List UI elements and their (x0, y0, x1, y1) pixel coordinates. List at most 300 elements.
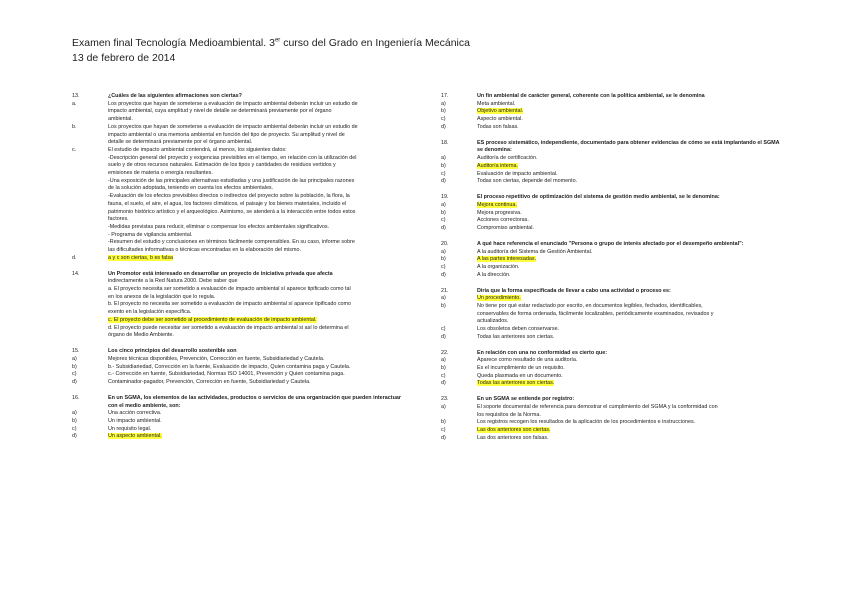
question-header (72, 93, 412, 101)
option-letter: b) (441, 209, 446, 216)
answer-text: Queda plasmada en un documento. (477, 372, 563, 379)
option-line (477, 202, 781, 210)
question-block (441, 241, 781, 280)
answer-text: a. El proyecto necesita ser sometido a evaluación de impacto ambiental sí aparece tipificado como tal (108, 286, 351, 293)
answer-text: Auditoría de certificación. (477, 155, 538, 162)
option-text (477, 334, 781, 342)
option-text (477, 380, 781, 388)
question-text: Un Promotor está interesado en desarrollar un proyecto de iniciativa privada que afecta (108, 270, 333, 277)
question-number: 13. (72, 93, 80, 99)
option-letter: c) (441, 427, 446, 434)
option-text (477, 295, 781, 303)
option-letter: a) (441, 357, 446, 364)
option-text (477, 272, 781, 280)
option-text (477, 264, 781, 272)
option-letter (72, 325, 108, 340)
answer-text: Una acción correctiva. (108, 410, 162, 417)
option-letter: c) (441, 116, 446, 123)
question-text: Diría que la forma especificada de llevar a cabo una actividad o proceso es: (477, 287, 671, 294)
option-line (477, 155, 781, 163)
option-line (108, 286, 412, 294)
answer-text: b. El proyecto no necesita ser sometido a evaluación de impacto ambiental sí aparece tipificado como (108, 301, 352, 308)
answer-option (441, 264, 781, 272)
answer-text: - Programa de vigilancia ambiental. (108, 231, 193, 238)
answer-option (72, 325, 412, 340)
option-line (108, 162, 412, 170)
option-text (477, 124, 781, 132)
option-line (108, 410, 412, 418)
answer-text: impacto ambiental, cuya amplitud y nivel de detalle se determinará previamente por el órgano (108, 108, 332, 115)
option-line (108, 317, 412, 325)
option-text (477, 249, 781, 257)
answer-option (441, 303, 781, 326)
answer-text: Aspecto ambiental. (477, 116, 523, 123)
question-number: 14. (72, 270, 80, 277)
answer-text: A la dirección. (477, 271, 511, 278)
option-letter: b) (441, 365, 446, 372)
answer-option (72, 433, 412, 441)
option-letter: b) (72, 417, 77, 424)
answer-option (72, 426, 412, 434)
highlighted-answer: Un aspecto ambiental. (108, 433, 162, 440)
option-text (477, 210, 781, 218)
option-line (108, 209, 412, 217)
option-line (108, 132, 412, 140)
answer-option (441, 427, 781, 435)
option-text (477, 155, 781, 163)
answer-option (441, 272, 781, 280)
option-line (477, 171, 781, 179)
option-text (108, 418, 412, 426)
question-header (441, 288, 781, 296)
answer-option (72, 286, 412, 301)
question-header (441, 241, 781, 249)
option-letter: d) (441, 178, 446, 185)
option-letter: c) (441, 326, 446, 333)
answer-option (441, 217, 781, 225)
option-line (477, 326, 781, 334)
option-letter: d) (441, 380, 446, 387)
question-block (441, 194, 781, 233)
question-block (72, 271, 412, 340)
answer-text: Todas las anteriores son ciertas. (477, 333, 555, 340)
option-line (477, 357, 781, 365)
highlighted-answer: c. El proyecto debe ser sometido al procedimiento de evaluación de impacto ambiental. (108, 316, 317, 323)
question-block (72, 395, 412, 441)
option-line (477, 295, 781, 303)
option-letter: b) (441, 302, 446, 309)
answer-text: -Descripción general del proyecto y exigencias previsibles en el tiempo, en relación con la utilización del (108, 154, 357, 161)
answer-option (441, 404, 781, 419)
question-text: Los cinco principios del desarrollo sostenible son (108, 348, 237, 355)
option-letter (72, 301, 108, 316)
answer-text: Contaminador-pagador, Prevención, Corrección en fuente, Subsidiariedad y Cautela. (108, 378, 311, 385)
question-number: 20. (441, 240, 449, 247)
question-header (441, 194, 781, 202)
option-letter: b) (441, 419, 446, 426)
option-letter: a) (441, 100, 446, 107)
answer-option (441, 419, 781, 427)
option-line (108, 185, 412, 193)
option-letter: a) (72, 355, 77, 362)
option-line (477, 264, 781, 272)
question-block (441, 396, 781, 442)
option-line (108, 332, 412, 340)
option-letter: a) (441, 295, 446, 302)
answer-text: d. El proyecto puede necesitar ser sometido a evaluación de impacto ambiental si así lo determina el (108, 324, 349, 331)
highlighted-answer: A las partes interesadas. (477, 256, 537, 263)
answer-option (441, 210, 781, 218)
option-line (477, 108, 781, 116)
question-block (441, 93, 781, 132)
option-line (477, 249, 781, 257)
answer-option (72, 410, 412, 418)
highlighted-answer: Auditoría interna. (477, 162, 519, 169)
answer-option (441, 171, 781, 179)
answer-text: Los registros recogen los resultados de la aplicación de los procedimientos e instrucciones. (477, 419, 696, 426)
answer-text: Los proyectos que hayan de someterse a evaluación de impacto ambiental deberán incluir un estudio de (108, 100, 358, 107)
option-line (108, 201, 412, 209)
question-header (72, 348, 412, 356)
option-line (477, 412, 781, 420)
answer-text: -Evaluación de los efectos previsibles directos o indirectos del proyecto sobre la población, la flora, la (108, 193, 350, 200)
option-letter: a) (441, 201, 446, 208)
option-letter: d) (441, 123, 446, 130)
answer-text: b.- Subsidiariedad, Corrección en la fuente, Evaluación de impacto, Quien contamina paga y Cautela. (108, 363, 351, 370)
answer-option (72, 255, 412, 263)
option-text (108, 426, 412, 434)
answer-option (72, 356, 412, 364)
answer-text: fauna, el suelo, el aire, el agua, los factores climáticos, el paisaje y los bienes materiales, incluido el (108, 200, 347, 207)
option-line (108, 418, 412, 426)
option-line (108, 108, 412, 116)
option-line (108, 216, 412, 224)
answer-text: Todas son ciertas, depende del momento. (477, 178, 578, 185)
answer-text: actualizados. (477, 318, 509, 325)
question-block (441, 140, 781, 186)
answer-text: Mejora progresiva. (477, 209, 522, 216)
option-letter: b) (72, 363, 77, 370)
answer-text: ambiental. (108, 116, 133, 123)
option-text (477, 116, 781, 124)
option-line (477, 272, 781, 280)
option-line (108, 371, 412, 379)
option-line (477, 380, 781, 388)
option-line (477, 210, 781, 218)
option-line (477, 334, 781, 342)
option-line (477, 303, 781, 311)
option-line (108, 170, 412, 178)
option-letter: d) (72, 378, 77, 385)
option-line (108, 247, 412, 255)
option-line (108, 239, 412, 247)
answer-option (441, 108, 781, 116)
answer-text: Es el incumplimiento de un requisito. (477, 365, 565, 372)
answer-option (441, 373, 781, 381)
answer-text: Un impacto ambiental. (108, 417, 162, 424)
answer-text: los requisitos de la Norma. (477, 411, 541, 418)
question-header (72, 271, 412, 279)
option-line (108, 433, 412, 441)
option-line (477, 435, 781, 443)
option-line (477, 178, 781, 186)
option-text (477, 225, 781, 233)
highlighted-answer: Un procedimiento. (477, 295, 521, 302)
option-line (108, 224, 412, 232)
option-line (108, 139, 412, 147)
answer-text: A la auditoría del Sistema de Gestión Ambiental. (477, 248, 593, 255)
highlighted-answer: Todas las anteriores son ciertas. (477, 380, 555, 387)
question-header (441, 350, 781, 358)
answer-option (441, 435, 781, 443)
answer-text: Los obsoletos deben conservarse. (477, 326, 560, 333)
question-text: En relación con una no conformidad es cierto que: (477, 349, 607, 356)
answer-option (72, 364, 412, 372)
question-header (72, 395, 412, 410)
answer-option (441, 380, 781, 388)
option-text (108, 410, 412, 418)
answer-text: factores. (108, 216, 129, 223)
option-text (108, 364, 412, 372)
option-line (108, 116, 412, 124)
answer-option (441, 326, 781, 334)
option-line (477, 101, 781, 109)
highlighted-answer: Las dos anteriores son ciertas. (477, 427, 551, 434)
option-letter: a) (72, 410, 77, 417)
answer-option (72, 147, 412, 255)
answer-text: Mejores técnicas disponibles, Prevención, Corrección en fuente, Subsidiariedad y Cautela. (108, 355, 325, 362)
question-block (441, 288, 781, 342)
answer-text: Los proyectos que hayan de someterse a evaluación de impacto ambiental deberán incluir un estudio de (108, 123, 358, 130)
option-line (108, 255, 412, 263)
option-letter: d) (441, 333, 446, 340)
option-letter: c) (441, 170, 446, 177)
answer-text: El estudio de impacto ambiental contendrá, al menos, los siguientes datos: (108, 146, 287, 153)
option-line (108, 301, 412, 309)
option-text (477, 202, 781, 210)
answer-text: indirectamente a la Red Natura 2000. Debe saber que (108, 278, 238, 285)
option-text (477, 427, 781, 435)
option-letter: c) (72, 371, 77, 378)
answer-text: en los anexos de la legislación que lo regula. (108, 293, 216, 300)
option-line (108, 278, 412, 286)
option-letter: d) (441, 224, 446, 231)
option-text (477, 303, 781, 326)
option-text (108, 286, 412, 301)
answer-text: patrimonio histórico artístico y el arqueológico. Asimismo, se atenderá a la interacción entre todos estos (108, 208, 356, 215)
option-letter (72, 317, 108, 325)
answer-option (441, 334, 781, 342)
option-line (477, 256, 781, 264)
option-text (477, 435, 781, 443)
option-line (108, 147, 412, 155)
highlighted-answer: Objetivo ambiental. (477, 108, 524, 115)
option-text (477, 108, 781, 116)
option-text (108, 433, 412, 441)
question-number: 22. (441, 349, 449, 356)
option-letter: a) (441, 155, 446, 162)
option-line (477, 404, 781, 412)
answer-text: las dificultades informativas o técnicas encontradas en la elaboración del mismo. (108, 247, 301, 254)
left-column (72, 93, 412, 449)
option-text (108, 325, 412, 340)
option-line (477, 427, 781, 435)
option-text (477, 326, 781, 334)
option-line (477, 163, 781, 171)
option-line (108, 309, 412, 317)
highlighted-answer: Mejora continua. (477, 201, 517, 208)
answer-option (441, 124, 781, 132)
answer-text: -Una exposición de las principales alternativas estudiadas y una justificación de las principales razones (108, 177, 355, 184)
answer-text: Todas son falsas. (477, 123, 519, 130)
answer-text: exento en la legislación específica. (108, 309, 192, 316)
option-text (108, 278, 412, 286)
option-text (108, 371, 412, 379)
answer-option (441, 256, 781, 264)
answer-text: suelo y de otros recursos naturales. Estimación de los tipos y cantidades de residuos vertidos y (108, 162, 336, 169)
option-letter: a. (72, 100, 77, 107)
option-line (108, 379, 412, 387)
answer-option (72, 418, 412, 426)
answer-option (441, 163, 781, 171)
answer-text: No tiene por qué estar redactado por escrito, en documentos legibles, fechados, identificables, (477, 302, 703, 309)
option-letter: d) (441, 271, 446, 278)
answer-text: impacto ambiental o una memoria ambiental en función del tipo de proyecto. Su amplitud y nivel de (108, 131, 345, 138)
option-letter: a) (441, 248, 446, 255)
option-text (108, 379, 412, 387)
option-text (477, 163, 781, 171)
question-text: El proceso repetitivo de optimización del sistema de gestión medio ambiental, se le denomina: (477, 194, 720, 201)
option-line (108, 178, 412, 186)
option-line (477, 311, 781, 319)
option-letter: b) (441, 108, 446, 115)
question-number: 21. (441, 287, 449, 294)
option-text (108, 255, 412, 263)
option-line (108, 426, 412, 434)
option-line (108, 101, 412, 109)
answer-option (441, 202, 781, 210)
answer-text: El soporte documental de referencia para demostrar el cumplimiento del SGMA y la conformidad con (477, 404, 718, 411)
option-text (108, 124, 412, 147)
option-letter: a) (441, 404, 446, 411)
option-letter: c) (441, 263, 446, 270)
option-line (477, 124, 781, 132)
answer-option (72, 371, 412, 379)
answer-option (441, 116, 781, 124)
answer-option (72, 379, 412, 387)
option-text (477, 419, 781, 427)
option-line (477, 373, 781, 381)
option-text (477, 256, 781, 264)
option-text (477, 101, 781, 109)
option-text (477, 373, 781, 381)
answer-text: c.- Corrección en fuente, Subsidiariedad, Normas ISO 14001, Prevención y Quien contamina paga. (108, 371, 345, 378)
option-letter (72, 278, 108, 286)
option-line (108, 124, 412, 132)
answer-text: detalle se determinará previamente por el órgano ambiental. (108, 139, 253, 146)
option-line (477, 217, 781, 225)
answer-text: órgano de Medio Ambiente. (108, 332, 174, 339)
option-text (477, 178, 781, 186)
option-letter: d) (72, 433, 77, 440)
option-letter: b. (72, 123, 77, 130)
question-number: 16. (72, 394, 80, 401)
exam-title: Examen final Tecnología Medioambiental. 3er curso del Grado en Ingeniería Mecánica (72, 37, 470, 49)
question-block (72, 348, 412, 387)
answer-option (441, 101, 781, 109)
answer-option (72, 301, 412, 316)
question-text: ¿Cuáles de las siguientes afirmaciones son ciertas? (108, 93, 242, 99)
option-text (477, 171, 781, 179)
answer-text: Aparece como resultado de una auditoría. (477, 357, 578, 364)
option-line (477, 225, 781, 233)
question-number: 23. (441, 396, 449, 403)
highlighted-answer: a y c son ciertas, b es falsa (108, 254, 174, 261)
question-number: 17. (441, 93, 449, 99)
option-line (108, 325, 412, 333)
option-line (108, 294, 412, 302)
question-text: A qué hace referencia el enunciado "Persona o grupo de interés afectado por el desempeño ambiental": (477, 240, 744, 247)
question-number: 19. (441, 194, 449, 201)
answer-option (441, 155, 781, 163)
question-text: Un fin ambiental de carácter general, coherente con la política ambiental, se le denomina (477, 93, 705, 99)
option-text (108, 147, 412, 255)
answer-text: Evaluación de impacto ambiental. (477, 170, 558, 177)
answer-text: Un requisito legal. (108, 425, 152, 432)
option-text (108, 356, 412, 364)
option-line (477, 116, 781, 124)
option-letter: c) (72, 425, 77, 432)
option-line (108, 193, 412, 201)
option-text (477, 357, 781, 365)
option-line (108, 232, 412, 240)
answer-option (441, 178, 781, 186)
option-letter: b) (441, 162, 446, 169)
question-block (72, 93, 412, 262)
option-text (108, 101, 412, 124)
option-letter: c. (72, 146, 77, 153)
option-line (477, 318, 781, 326)
exam-date: 13 de febrero de 2014 (72, 52, 176, 64)
answer-text: Las dos anteriores son falsas. (477, 434, 549, 441)
answer-text: Compromiso ambiental. (477, 224, 534, 231)
answer-option (441, 357, 781, 365)
option-letter: c) (441, 372, 446, 379)
option-line (108, 155, 412, 163)
option-line (108, 364, 412, 372)
answer-text: Acciones correctoras. (477, 217, 529, 224)
option-text (477, 404, 781, 419)
answer-option (441, 295, 781, 303)
question-text: En un SGMA, los elementos de las actividades, productos o servicios de una organización que pueden interactuar con el medio ambiente, son: (108, 394, 401, 409)
answer-option (441, 365, 781, 373)
answer-text: emisiones de materia o energía resultantes. (108, 170, 213, 177)
option-text (477, 365, 781, 373)
option-letter: d) (441, 434, 446, 441)
question-number: 15. (72, 348, 80, 355)
answer-text: Meta ambiental. (477, 100, 516, 107)
answer-option (72, 124, 412, 147)
option-text (477, 217, 781, 225)
question-header (441, 396, 781, 404)
option-letter: d. (72, 254, 77, 261)
answer-option (72, 278, 412, 286)
answer-text: A la organización. (477, 263, 520, 270)
option-line (108, 356, 412, 364)
answer-option (441, 249, 781, 257)
option-line (477, 419, 781, 427)
question-text: En un SGMA se entiende por registro: (477, 396, 575, 403)
